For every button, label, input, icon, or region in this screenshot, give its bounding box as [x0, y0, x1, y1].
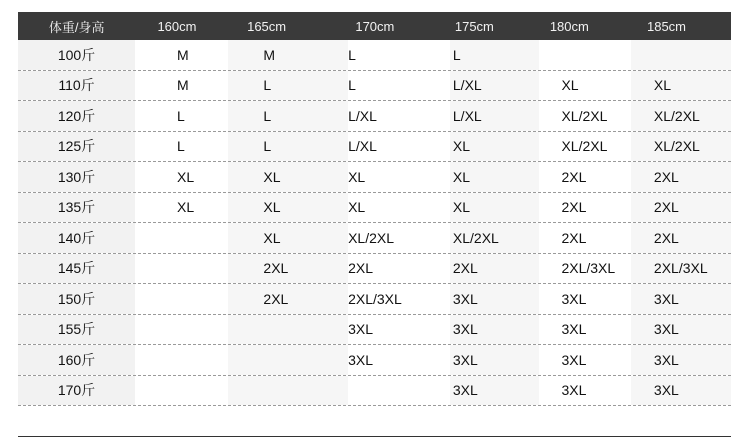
- size-cell: L/XL: [450, 71, 540, 101]
- table-row: [18, 345, 731, 376]
- size-cell: [631, 40, 731, 70]
- size-cell: 2XL/3XL: [348, 284, 450, 314]
- bottom-divider: [18, 436, 731, 437]
- size-cell: XL: [228, 162, 348, 192]
- size-cell: [228, 345, 348, 375]
- size-cell: [539, 40, 630, 70]
- size-cell: XL/2XL: [539, 132, 630, 162]
- weight-cell: 170斤: [18, 376, 135, 406]
- size-cell: 2XL: [348, 254, 450, 284]
- size-cell: 2XL: [539, 162, 630, 192]
- size-chart-table: [18, 12, 731, 406]
- size-cell: L: [135, 132, 228, 162]
- size-cell: 3XL: [631, 315, 731, 345]
- weight-cell: 145斤: [18, 254, 135, 284]
- size-cell: 3XL: [348, 345, 450, 375]
- size-cell: 2XL/3XL: [539, 254, 630, 284]
- header-175cm: 175cm: [454, 18, 494, 34]
- size-cell: 3XL: [631, 284, 731, 314]
- table-row: [18, 193, 731, 224]
- size-cell: [135, 284, 228, 314]
- weight-cell: 130斤: [18, 162, 135, 192]
- weight-cell: 135斤: [18, 193, 135, 223]
- weight-cell: 110斤: [18, 71, 135, 101]
- weight-cell: 140斤: [18, 223, 135, 253]
- size-cell: 2XL/3XL: [631, 254, 731, 284]
- size-cell: XL/2XL: [450, 223, 540, 253]
- size-cell: 2XL: [631, 193, 731, 223]
- size-cell: XL: [228, 193, 348, 223]
- size-cell: 3XL: [450, 376, 540, 406]
- weight-cell: 150斤: [18, 284, 135, 314]
- table-row: [18, 284, 731, 315]
- size-cell: [135, 223, 228, 253]
- size-cell: XL: [631, 71, 731, 101]
- size-cell: XL: [135, 162, 228, 192]
- size-cell: 3XL: [631, 376, 731, 406]
- size-cell: [228, 376, 348, 406]
- weight-cell: 125斤: [18, 132, 135, 162]
- table-row: [18, 162, 731, 193]
- size-cell: 2XL: [539, 223, 630, 253]
- size-cell: XL: [539, 71, 630, 101]
- header-weight-height: 体重/身高: [48, 19, 105, 35]
- size-cell: XL: [228, 223, 348, 253]
- table-row: [18, 223, 731, 254]
- size-cell: M: [135, 40, 228, 70]
- header-170cm: 170cm: [355, 18, 395, 34]
- weight-cell: 120斤: [18, 101, 135, 131]
- table-row: [18, 101, 731, 132]
- size-cell: 2XL: [631, 162, 731, 192]
- size-cell: L: [228, 101, 348, 131]
- size-cell: L: [450, 40, 540, 70]
- size-cell: L/XL: [450, 101, 540, 131]
- size-cell: XL/2XL: [631, 101, 731, 131]
- header-165cm: 165cm: [247, 18, 287, 34]
- size-cell: [135, 254, 228, 284]
- size-cell: L: [348, 40, 450, 70]
- table-row: [18, 132, 731, 163]
- size-cell: XL/2XL: [539, 101, 630, 131]
- size-cell: M: [228, 40, 348, 70]
- size-cell: 2XL: [228, 284, 348, 314]
- table-body: [18, 40, 731, 406]
- header-180cm: 180cm: [549, 18, 589, 34]
- size-cell: XL: [135, 193, 228, 223]
- size-cell: 3XL: [539, 376, 630, 406]
- size-cell: 3XL: [539, 315, 630, 345]
- size-cell: XL/2XL: [631, 132, 731, 162]
- size-cell: 3XL: [450, 345, 540, 375]
- weight-cell: 160斤: [18, 345, 135, 375]
- table-row: [18, 315, 731, 346]
- weight-cell: 100斤: [18, 40, 135, 70]
- size-cell: 3XL: [348, 315, 450, 345]
- size-cell: 3XL: [450, 315, 540, 345]
- size-cell: L/XL: [348, 132, 450, 162]
- table-row: [18, 254, 731, 285]
- size-cell: 2XL: [228, 254, 348, 284]
- size-cell: L: [348, 71, 450, 101]
- size-cell: 3XL: [539, 345, 630, 375]
- size-cell: [228, 315, 348, 345]
- header-160cm: 160cm: [157, 18, 197, 34]
- size-cell: L: [228, 71, 348, 101]
- size-cell: [135, 376, 228, 406]
- size-cell: [135, 345, 228, 375]
- size-cell: 3XL: [539, 284, 630, 314]
- size-cell: 2XL: [539, 193, 630, 223]
- size-cell: M: [135, 71, 228, 101]
- table-row: [18, 376, 731, 407]
- weight-cell: 155斤: [18, 315, 135, 345]
- size-cell: L: [228, 132, 348, 162]
- table-header-row: [18, 12, 731, 40]
- size-cell: XL/2XL: [348, 223, 450, 253]
- size-cell: 3XL: [631, 345, 731, 375]
- table-row: [18, 40, 731, 71]
- size-cell: L: [135, 101, 228, 131]
- size-cell: XL: [348, 162, 450, 192]
- size-cell: L/XL: [348, 101, 450, 131]
- size-cell: 2XL: [631, 223, 731, 253]
- size-cell: 3XL: [450, 284, 540, 314]
- header-185cm: 185cm: [646, 18, 687, 34]
- size-cell: XL: [450, 162, 540, 192]
- size-cell: XL: [450, 193, 540, 223]
- size-cell: XL: [348, 193, 450, 223]
- size-cell: 2XL: [450, 254, 540, 284]
- table-row: [18, 71, 731, 102]
- size-cell: XL: [450, 132, 540, 162]
- size-cell: [348, 376, 450, 406]
- size-cell: [135, 315, 228, 345]
